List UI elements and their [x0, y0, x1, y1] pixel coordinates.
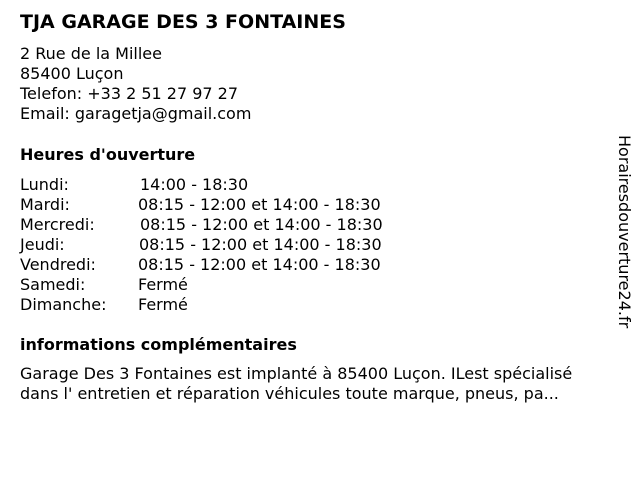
street-address: 2 Rue de la Millee [20, 44, 162, 63]
day-label: Samedi: [20, 275, 86, 294]
business-name: TJA GARAGE DES 3 FONTAINES [20, 11, 346, 33]
hours-value: 08:15 - 12:00 et 14:00 - 18:30 [138, 255, 381, 274]
day-label: Mardi: [20, 195, 70, 214]
hours-value: 14:00 - 18:30 [140, 175, 249, 194]
watermark-text: Horairesdouverture24.fr [615, 135, 634, 329]
hours-value: 08:15 - 12:00 et 14:00 - 18:30 [139, 235, 382, 254]
business-description [20, 364, 620, 404]
day-label: Jeudi: [20, 235, 65, 254]
city: 85400 Luçon [20, 64, 124, 83]
email-address: Email: garagetja@gmail.com [20, 104, 252, 123]
site-watermark [612, 135, 636, 345]
hours-heading: Heures d'ouverture [20, 145, 196, 164]
day-label: Dimanche: [20, 295, 107, 314]
hours-value: Fermé [138, 275, 188, 294]
day-label: Lundi: [20, 175, 69, 194]
hours-value: 08:15 - 12:00 et 14:00 - 18:30 [140, 215, 383, 234]
business-address [20, 44, 251, 124]
info-heading: informations complémentaires [20, 335, 297, 354]
day-label: Vendredi: [20, 255, 96, 274]
day-label: Mercredi: [20, 215, 95, 234]
description-line: Garage Des 3 Fontaines est implanté à 85400 Luçon. ILest spécialisé [20, 364, 573, 383]
hours-value: Fermé [138, 295, 188, 314]
description-line: dans l' entretien et réparation véhicules toute marque, pneus, pa... [20, 384, 559, 403]
phone-number: Telefon: +33 2 51 27 97 27 [20, 84, 239, 103]
hours-value: 08:15 - 12:00 et 14:00 - 18:30 [138, 195, 381, 214]
